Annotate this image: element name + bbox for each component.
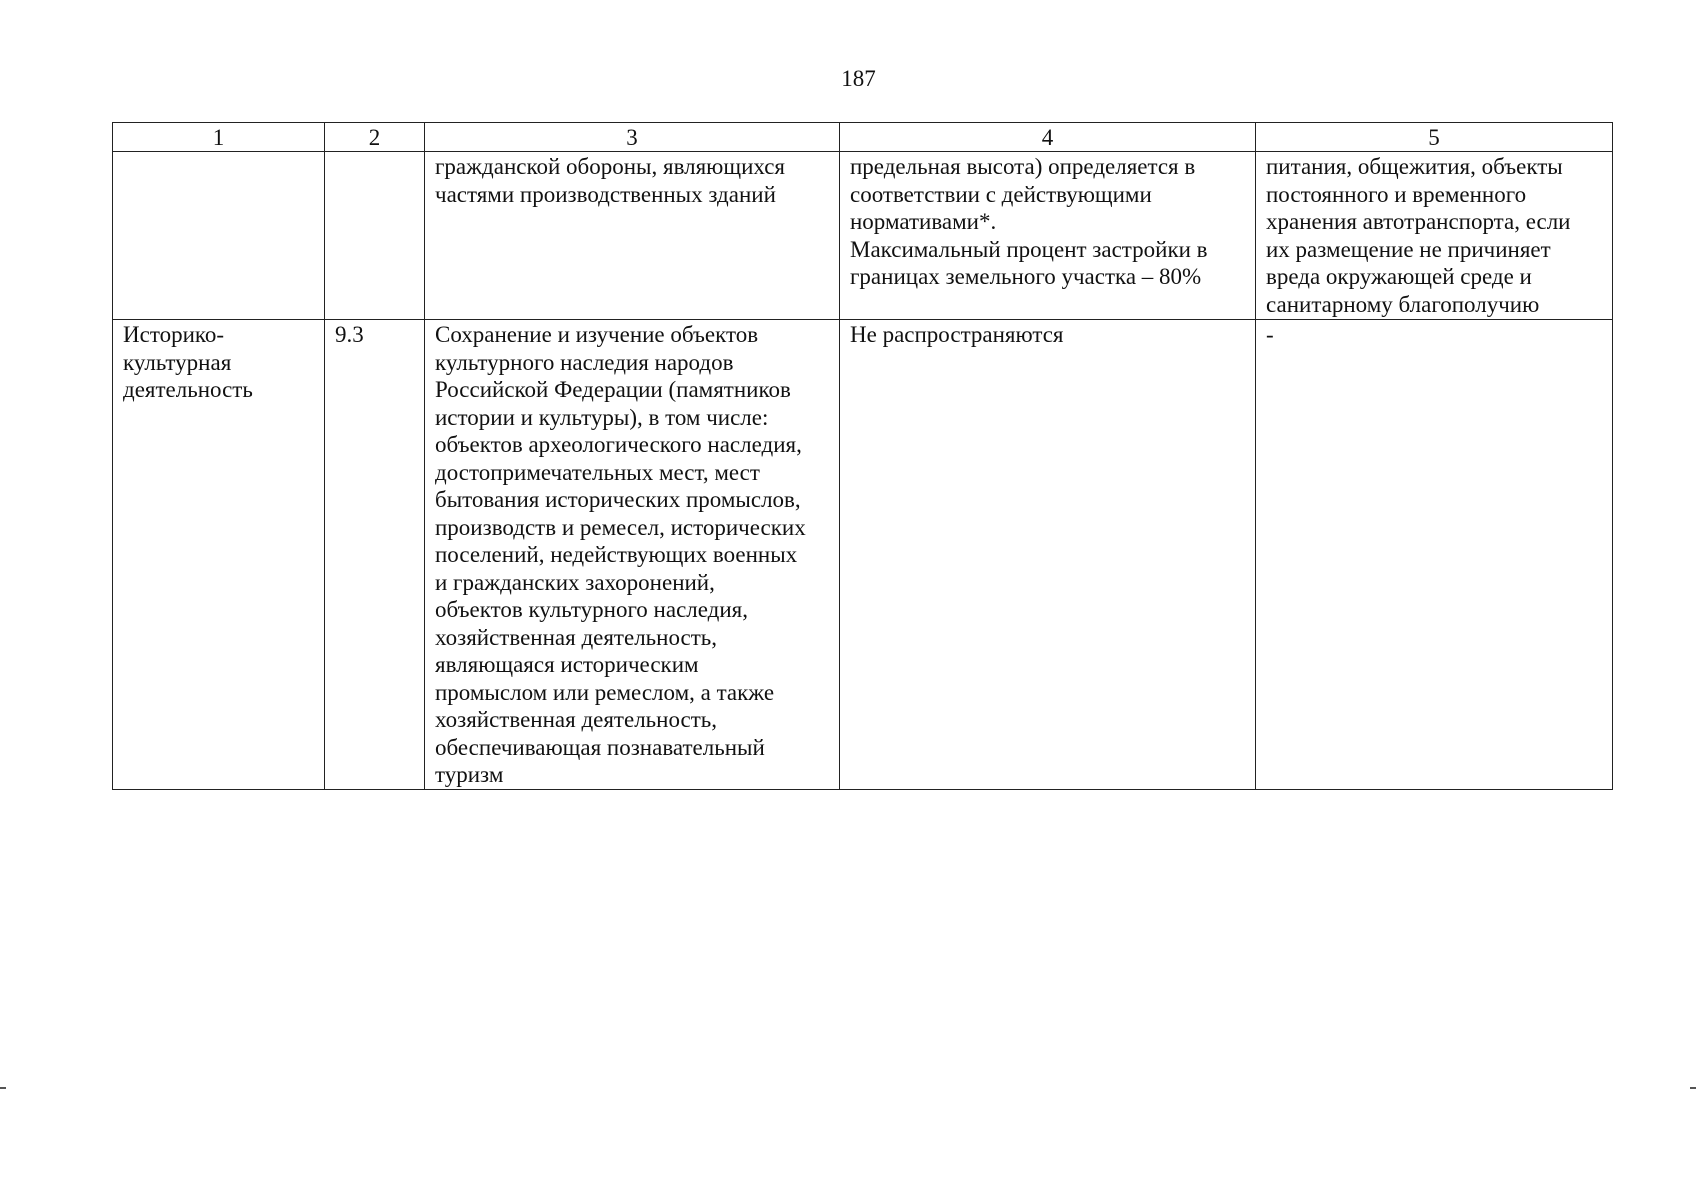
row1-col2-cell [325, 152, 425, 320]
row2-col3-line: Сохранение и изучение объектов [435, 322, 759, 347]
header-col-1: 1 [113, 123, 325, 152]
row2-col3-line: туризм [435, 762, 504, 787]
scan-edge-mark [0, 1087, 6, 1089]
table-row [113, 320, 1613, 790]
row1-col5-cell [1256, 152, 1613, 320]
activity-name-line: Историко- [123, 322, 225, 347]
table-header-row [113, 123, 1613, 152]
page-number: 187 [841, 66, 876, 91]
row1-col4-line: предельная высота) определяется в [850, 154, 1196, 179]
row1-col3-line: гражданской обороны, являющихся [435, 154, 786, 179]
row2-col3-line: достопримечательных мест, мест [435, 459, 760, 485]
row2-col3-line: культурного наследия народов [435, 349, 734, 375]
document-table [112, 122, 1613, 790]
row1-col5-line: питания, общежития, объекты [1266, 154, 1563, 179]
row1-col4-line: нормативами*. [850, 209, 997, 234]
row2-col3-line: являющаяся историческим [435, 652, 699, 677]
row1-col1-cell [113, 152, 325, 320]
row2-col3-line: поселений, недействующих военных [435, 542, 798, 567]
row1-col4-line: Максимальный процент застройки в [850, 236, 1208, 262]
table-row [113, 152, 1613, 320]
row2-col4-cell [840, 320, 1256, 790]
row1-col3-line: частями производственных зданий [435, 181, 776, 207]
activity-name-line: культурная [123, 349, 232, 375]
row2-col4-line: Не распространяются [850, 322, 1064, 347]
row2-col3-line: обеспечивающая познавательный [435, 734, 765, 760]
row2-col3-line: и гражданских захоронений, [435, 569, 715, 595]
row1-col5-line: их размещение не причиняет [1266, 236, 1551, 262]
activity-name-line: деятельность [123, 377, 253, 402]
row2-col3-line: промыслом или ремеслом, а также [435, 679, 775, 705]
row2-col3-line: истории и культуры), в том числе: [435, 404, 769, 430]
row2-col3-line: хозяйственная деятельность, [435, 624, 718, 650]
row2-col3-line: объектов культурного наследия, [435, 597, 749, 622]
row1-col5-line: хранения автотранспорта, если [1266, 209, 1571, 234]
row2-col3-line: объектов археологического наследия, [435, 432, 802, 457]
row2-col1-cell [113, 320, 325, 790]
row1-col4-line: границах земельного участка – 80% [850, 264, 1202, 289]
header-col-5: 5 [1256, 123, 1613, 152]
row2-col3-line: Российской Федерации (памятников [435, 377, 791, 402]
header-col-2: 2 [325, 123, 425, 152]
header-col-3: 3 [425, 123, 840, 152]
row2-col3-line: производств и ремесел, исторических [435, 514, 806, 540]
row2-col5-line: - [1266, 322, 1274, 347]
row1-col3-cell [425, 152, 840, 320]
row2-col2-cell: 9.3 [325, 320, 425, 790]
row1-col5-line: постоянного и временного [1266, 181, 1527, 207]
row1-col5-line: вреда окружающей среде и [1266, 264, 1532, 289]
row2-col3-cell [425, 320, 840, 790]
row1-col4-line: соответствии с действующими [850, 181, 1152, 207]
row2-col5-cell [1256, 320, 1613, 790]
row2-col3-line: хозяйственная деятельность, [435, 707, 718, 732]
row2-col3-line: бытования исторических промыслов, [435, 487, 801, 512]
scan-edge-mark [1690, 1087, 1696, 1089]
row1-col4-cell [840, 152, 1256, 320]
row1-col5-line: санитарному благополучию [1266, 291, 1540, 317]
header-col-4: 4 [840, 123, 1256, 152]
